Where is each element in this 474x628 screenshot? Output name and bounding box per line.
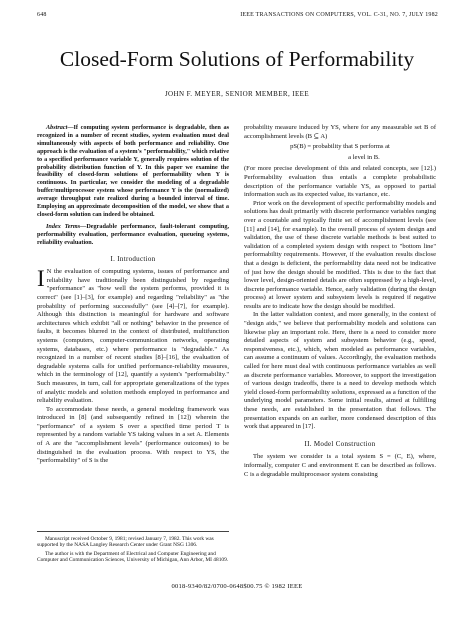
journal-citation: IEEE TRANSACTIONS ON COMPUTERS, VOL. C-31, NO. 7, JULY 1982 [240, 12, 438, 18]
right-paragraph-4: In the latter validation context, and more generally, in the context of "design aids," we believe that performability models and solutions can likewise play an important role. Here, there is a need to consider more detailed aspects of system and subsystem behavior (e.g., speed, responsiveness, etc.), which, when modeled as performance variables, can assume a continuum of values. Accordingly, the evaluation methods called for here must deal with continuous performance variables as well as discrete performance variables. Moreover, to support the investigation of various design tradeoffs, there is a need to develop methods which yield closed-form performability solutions, expressed as a function of the underlying model parameters. Some initial results, aimed at fulfilling these needs, are established in the presentation that follows. The presentation expands on an earlier, more condensed description of this work that appeared in [17]. [244, 311, 436, 431]
right-paragraph-2: (For more precise development of this and related concepts, see [12].) Performability evaluation thus entails a complete probabilistic description of the performance variable YS, as opposed to partial information such as its expected value, its variance, etc. [244, 165, 436, 199]
right-paragraph-1: probability measure induced by YS, where for any measurable set B of accomplishment levels (B ⊆ A) [244, 124, 436, 140]
intro-paragraph-1 [37, 268, 229, 406]
right-paragraph-3: Prior work on the development of specific performability models and solutions has dealt primarily with discrete performance variables ranging over a countable and typically finite set of accomplishment levels (see [11] and [14], for example). In the overall process of system design and validation, the use of these discrete variable methods is best suited to validation of a completed system design with respect to "bottom line" performability requirements. However, if the evaluation results disclose that a design is deficient, the performability data need not be indicative of just how the design should be modified. This is due to the fact that lower level, design-oriented details are often suppressed by a high-level, discrete performance variable. Hence, early validation (during the design process) at lower system and subsystem levels is required if negative results are to indicate how the design should be modified. [244, 199, 436, 310]
section-heading-introduction: I. Introduction [110, 254, 156, 263]
equation-line-2: a level in B. [348, 153, 380, 161]
index-terms-lead: Index Terms [46, 222, 81, 230]
author-line: JOHN F. MEYER, SENIOR MEMBER, IEEE [164, 90, 310, 98]
page-number: 648 [37, 12, 47, 18]
right-paragraph-5: The system we consider is a total system S = (C, E), where, informally, computer C and environment E can be described as follows. C is a degradable multiprocessor system consisting [244, 453, 436, 478]
running-header [37, 12, 438, 18]
index-terms-text: —Degradable performance, fault-tolerant computing, performability evaluation, performance evaluation, queueing systems, reliability evaluation. [37, 222, 229, 246]
footnote-received: Manuscript received October 9, 1981; revised January 7, 1982. This work was supported by the NASA Langley Research Center under Grant NSG 1306. [37, 536, 214, 549]
section-heading-model-construction: II. Model Construction [304, 439, 376, 448]
abstract-lead: Abstract [46, 124, 68, 131]
footnote-affiliation: The author is with the Department of Electrical and Computer Engineering and Computer and Communication Sciences, University of Michigan, Ann Arbor, MI 48109. [37, 550, 229, 564]
abstract [37, 124, 229, 219]
paper-title: Closed-Form Solutions of Performability [59, 47, 415, 71]
copyright-line: 0018-9340/82/0700-0648$00.75 © 1982 IEEE [171, 583, 303, 590]
equation-line-1: pS(B) = probability that S performs at [290, 143, 390, 151]
footnote [37, 531, 229, 566]
index-terms [37, 223, 229, 247]
right-column [244, 124, 436, 479]
abstract-text: —If computing system performance is degradable, then as recognized in a number of recent studies, system evaluation must deal simultaneously with aspects of both performance and reliability. One approach is the evaluation of a system's "performability," which relative to a specified performance variable Y, generally requires solution of the probability distribution function of Y. In this paper we examine the feasibility of closed-form solutions of performability when Y is continuous. In particular, we consider the modeling of a degradable buffer/multiprocessor system whose performance Y is the (normalized) average throughput rate realized during a bounded interval of time. Employing an approximate decomposition of the model, we show that a closed-form solution can indeed be obtained. [37, 124, 229, 218]
intro-paragraph-1-text: N the evaluation of computing systems, issues of performance and reliability have traditionally been distinguished by regarding "performance" as "how well the system performs, provided it is correct" (see [1]–[3], for example) and regarding "reliability" as "the probability of performing successfully" (see [4]–[7], for example). Although this distinction is meaningful for hardware and software architectures which exhibit "all or nothing" behavior in the presence of faults, it becomes blurred in the context of distributed, multifunction systems (computers, computer-communication networks, operating systems, databases, etc.) where performance is "degradable." As recognized in a number of recent studies [8]–[16], the evaluation of degradable systems calls for unified performance-reliability measures, which in the terminology of [12], quantify a system's "performability." Such measures, in turn, call for appropriate generalizations of the types of analytic models and solution methods employed in performance and reliability evaluation. [37, 268, 229, 405]
intro-paragraph-2: To accommodate these needs, a general modeling framework was introduced in [8] (and subsequently refined in [12]) wherein the "performance" of a system S over a specified time period T is represented by a random variable YS taking values in a set A. Elements of A are the "accomplishment levels" (performance outcomes) to be distinguished in the evaluation process. With respect to YS, the "performability" of S is the [37, 405, 229, 465]
left-column [37, 124, 229, 466]
drop-cap: I [37, 266, 45, 292]
